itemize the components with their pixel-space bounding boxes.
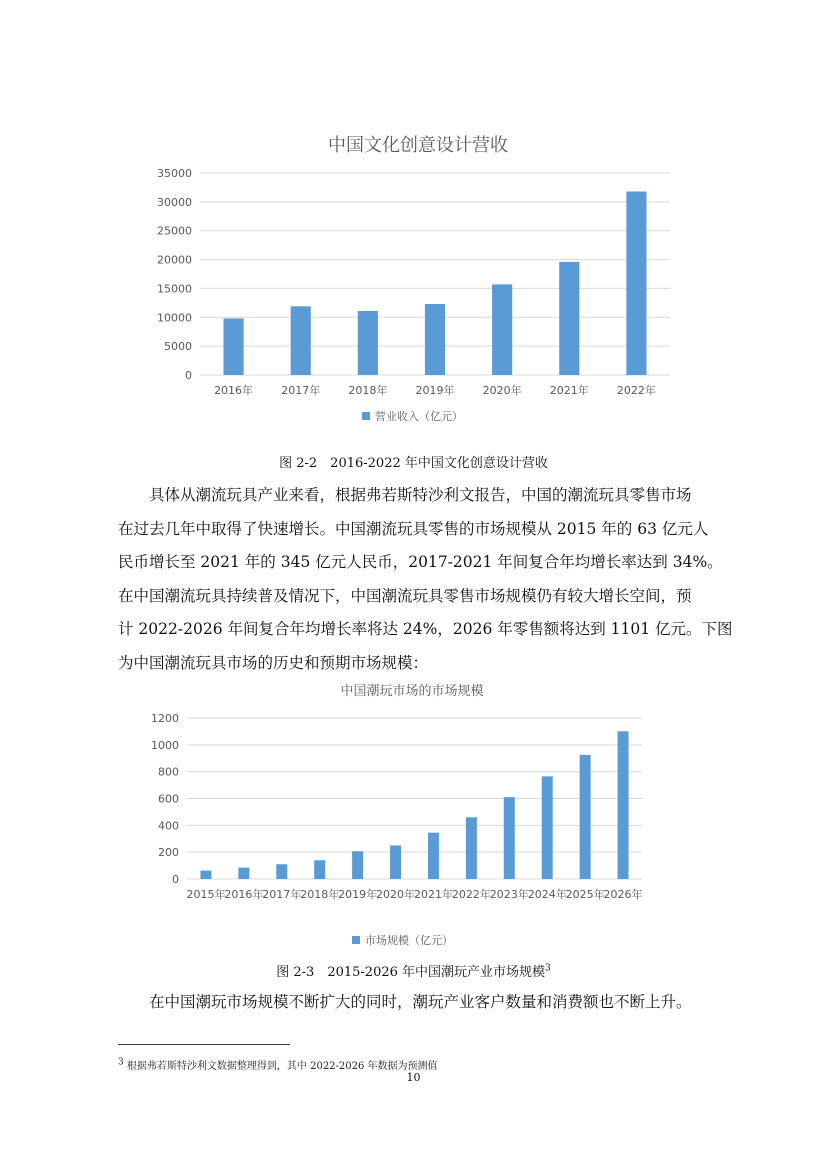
paragraph-line: 具体从潮流玩具产业来看，根据弗若斯特沙利文报告，中国的潮流玩具零售市场 [149, 486, 692, 504]
footnote-mark: 3 [118, 1057, 124, 1068]
x-tick-label: 2020年 [482, 384, 522, 397]
chart-title: 中国潮玩市场的市场规模 [340, 684, 484, 699]
x-tick-label: 2024年 [527, 888, 567, 901]
y-tick-label: 5000 [164, 340, 192, 354]
bar [504, 797, 515, 879]
x-tick-label: 2026年 [603, 888, 643, 901]
bar [428, 833, 439, 879]
page-number: 10 [406, 1071, 421, 1084]
footnote [118, 1057, 438, 1072]
bar [492, 284, 512, 375]
legend-swatch [352, 936, 360, 944]
bar [276, 864, 287, 879]
bar [626, 191, 646, 375]
market-size-chart-svg [140, 676, 660, 951]
y-tick-label: 35000 [157, 167, 192, 180]
y-tick-label: 600 [158, 792, 179, 806]
bar [425, 304, 445, 375]
y-tick-label: 400 [158, 819, 179, 833]
bar [542, 776, 553, 879]
footnote-text: 根据弗若斯特沙利文数据整理得到，其中 2022-2026 年数据为预测值 [126, 1061, 438, 1072]
y-tick-label: 30000 [157, 195, 192, 209]
x-tick-label: 2018年 [348, 384, 388, 397]
x-tick-label: 2025年 [565, 888, 605, 901]
body-paragraph-1 [118, 479, 733, 680]
bar [559, 262, 579, 375]
legend-label: 市场规模（亿元） [365, 934, 453, 947]
y-tick-label: 0 [172, 873, 179, 886]
y-tick-label: 800 [158, 765, 179, 779]
y-tick-label: 200 [158, 846, 179, 860]
bar [200, 871, 211, 879]
y-tick-label: 1000 [151, 738, 179, 752]
caption-text: 图 2-3 2015-2026 年中国潮玩产业市场规模 [276, 965, 546, 980]
paragraph-line: 为中国潮流玩具市场的历史和预期市场规模： [118, 653, 429, 672]
legend-label: 营业收入（亿元） [375, 410, 463, 423]
x-tick-label: 2018年 [300, 888, 340, 901]
x-tick-label: 2020年 [376, 888, 416, 901]
x-tick-label: 2015年 [186, 888, 226, 901]
y-tick-label: 20000 [157, 253, 192, 267]
figure-caption-2-3 [0, 961, 827, 980]
paragraph-line: 计 2022-2026 年间复合年均增长率将达 24%，2026 年零售额将达到 1101 亿元。下图 [118, 620, 733, 638]
x-tick-label: 2022年 [451, 888, 491, 901]
y-tick-label: 25000 [157, 224, 192, 238]
bar [224, 318, 244, 375]
x-tick-label: 2023年 [489, 888, 529, 901]
paragraph-line: 在中国潮玩市场规模不断扩大的同时，潮玩产业客户数量和消费额也不断上升。 [149, 993, 692, 1011]
body-paragraph-2 [118, 986, 728, 1020]
revenue-chart [140, 125, 680, 435]
x-tick-label: 2017年 [262, 888, 302, 901]
bar [466, 817, 477, 879]
bar [291, 306, 311, 375]
bar [390, 845, 401, 879]
y-tick-label: 10000 [157, 311, 192, 325]
x-tick-label: 2016年 [224, 888, 264, 901]
bar [580, 755, 591, 879]
x-tick-label: 2019年 [338, 888, 378, 901]
bar [314, 860, 325, 879]
y-tick-label: 0 [185, 369, 192, 382]
market-size-chart [140, 676, 660, 951]
x-tick-label: 2016年 [214, 384, 254, 397]
chart-title: 中国文化创意设计营收 [328, 135, 508, 156]
y-tick-label: 15000 [157, 282, 192, 296]
bar [618, 731, 629, 879]
x-tick-label: 2021年 [413, 888, 453, 901]
revenue-chart-svg [140, 125, 680, 435]
bar [352, 851, 363, 879]
paragraph-line: 在过去几年中取得了快速增长。中国潮流玩具零售的市场规模从 2015 年的 63 亿元人 [118, 519, 709, 538]
x-tick-label: 2022年 [616, 384, 656, 397]
footnote-divider [118, 1044, 290, 1045]
bar [358, 311, 378, 375]
x-tick-label: 2017年 [281, 384, 321, 397]
paragraph-line: 在中国潮流玩具持续普及情况下，中国潮流玩具零售市场规模仍有较大增长空间，预 [118, 586, 692, 605]
y-tick-label: 1200 [151, 712, 179, 725]
x-tick-label: 2019年 [415, 384, 455, 397]
x-tick-label: 2021年 [549, 384, 589, 397]
bar [238, 868, 249, 879]
legend-swatch [362, 412, 370, 420]
figure-caption-2-2: 图 2-2 2016-2022 年中国文化创意设计营收 [279, 456, 548, 471]
paragraph-line: 民币增长至 2021 年的 345 亿元人民币，2017-2021 年间复合年均增长率达到 34%。 [118, 553, 723, 571]
footnote-reference: 3 [545, 963, 551, 974]
